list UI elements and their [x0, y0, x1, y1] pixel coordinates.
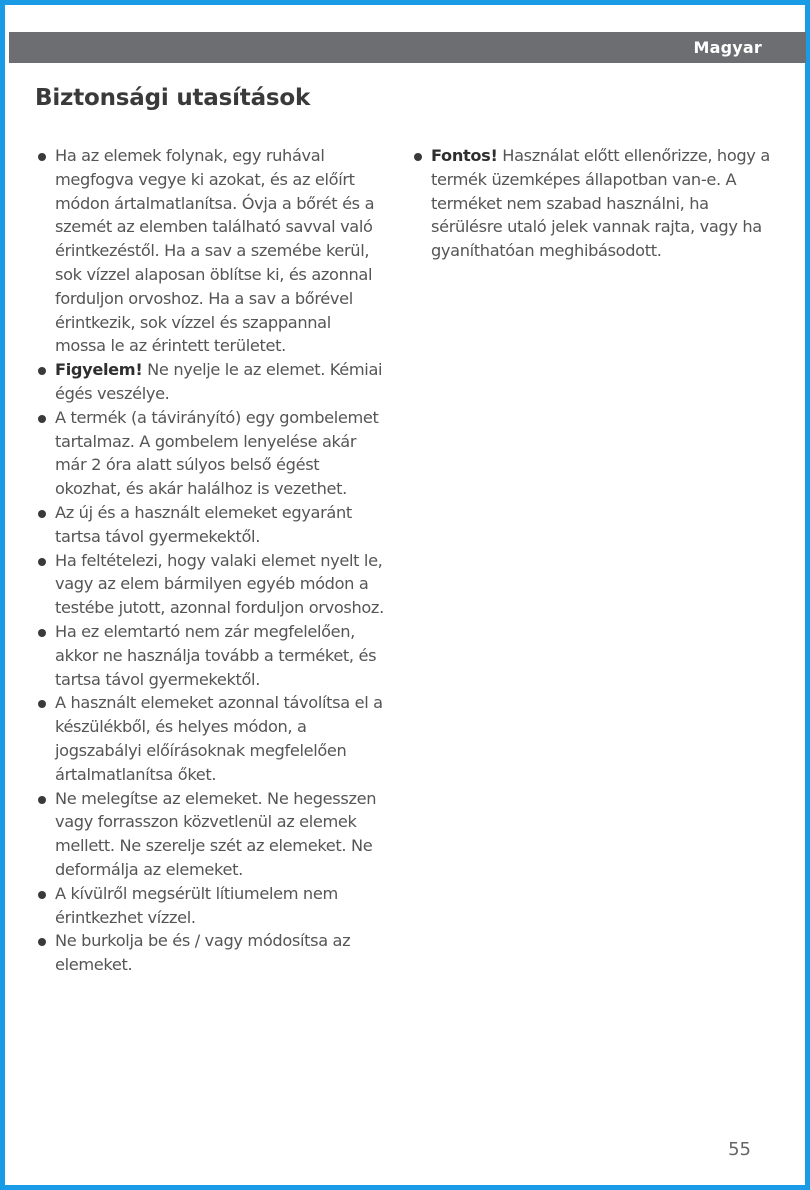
- list-item-text: A kívülről megsérült lítiumelem nem érintkezhet vízzel.: [55, 883, 338, 927]
- list-item-text: Ha az elemek folynak, egy ruhával megfogva vegye ki azokat, és az előírt módon ártalmatlanítsa. Óvja a bőrét és a szemét az elemben található savval való érintkezéstől. Ha a sav a szemébe kerül, sok vízzel alaposan öblítse ki, és azonnal forduljon orvoshoz. Ha a sav a bőrével érintkezik, sok vízzel és szappannal mossa le az érintett területet.: [55, 146, 375, 356]
- list-item-text: A használt elemeket azonnal távolítsa el a készülékből, és helyes módon, a jogszabályi előírásoknak megfelelően ártalmatlanítsa őket.: [55, 693, 383, 784]
- left-column-list: [35, 144, 385, 977]
- list-item-text: Ha ez elemtartó nem zár megfelelően, akkor ne használja tovább a terméket, és tartsa távol gyermekektől.: [55, 621, 377, 689]
- list-item-text: Az új és a használt elemeket egyaránt tartsa távol gyermekektől.: [55, 502, 352, 546]
- list-item-text: A termék (a távirányító) egy gombelemet tartalmaz. A gombelem lenyelése akár már 2 óra alatt súlyos belső égést okozhat, és akár halálhoz is vezethet.: [55, 407, 379, 499]
- list-item: [35, 882, 385, 930]
- list-item: [35, 620, 385, 691]
- language-header-bar: [9, 32, 806, 63]
- list-item: [35, 358, 385, 406]
- list-item: [411, 144, 771, 263]
- language-label: Magyar: [693, 38, 762, 57]
- list-item-text: Ha feltételezi, hogy valaki elemet nyelt le, vagy az elem bármilyen egyéb módon a testébe jutott, azonnal forduljon orvoshoz.: [55, 550, 384, 618]
- list-item-text: Ne burkolja be és / vagy módosítsa az elemeket.: [55, 931, 351, 975]
- section-title: Biztonsági utasítások: [35, 85, 311, 111]
- list-item: [35, 501, 385, 549]
- right-column-list: [411, 144, 771, 263]
- list-item-text: Használat előtt ellenőrizze, hogy a termék üzemképes állapotban van-e. A terméket nem szabad használni, ha sérülésre utaló jelek vannak rajta, vagy ha gyaníthatóan meghibásodott.: [431, 146, 770, 261]
- list-item-emphasis: Fontos!: [431, 146, 498, 165]
- list-item: [35, 787, 385, 882]
- list-item: [35, 549, 385, 620]
- page-number: 55: [728, 1139, 751, 1160]
- list-item: [35, 691, 385, 786]
- list-item-emphasis: Figyelem!: [55, 360, 143, 380]
- list-item: [35, 144, 385, 358]
- list-item-text: Ne melegítse az elemeket. Ne hegesszen vagy forrasszon közvetlenül az elemek mellett. Ne szerelje szét az elemeket. Ne deformálja az elemeket.: [55, 788, 377, 879]
- list-item: [35, 929, 385, 977]
- list-item-text: Ne nyelje le az elemet. Kémiai égés veszélye.: [55, 360, 383, 403]
- list-item: [35, 406, 385, 501]
